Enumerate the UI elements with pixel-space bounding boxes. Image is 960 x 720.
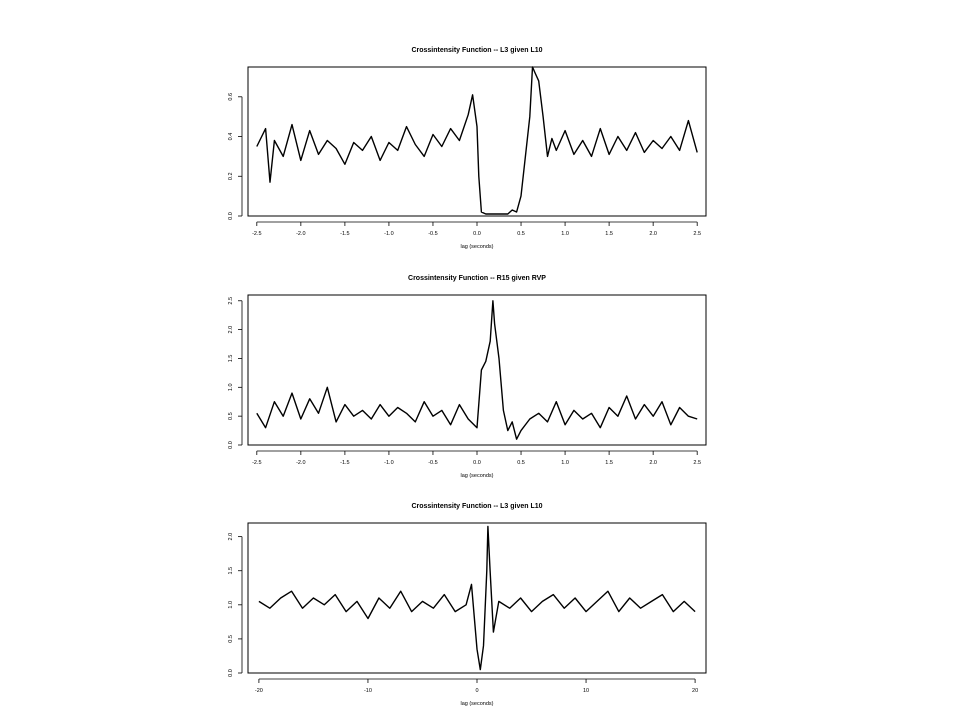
x-tick-label: 0.0 bbox=[473, 231, 481, 237]
x-tick-label: 2.5 bbox=[693, 460, 702, 466]
x-tick-label: 0 bbox=[475, 688, 479, 694]
y-axis-1 bbox=[228, 93, 242, 220]
x-tick-label: -1.0 bbox=[384, 231, 394, 237]
x-tick-label: 2.0 bbox=[649, 231, 657, 237]
x-tick-label: 2.0 bbox=[649, 460, 657, 466]
x-tick-label: -2.5 bbox=[252, 231, 262, 237]
y-tick-label: 0.0 bbox=[228, 441, 234, 449]
x-tick-label: -0.5 bbox=[428, 460, 438, 466]
chart-panel-3 bbox=[228, 503, 706, 707]
x-tick-label: 1.0 bbox=[561, 231, 569, 237]
x-tick-label: -10 bbox=[363, 688, 372, 694]
x-axis-3 bbox=[255, 679, 698, 694]
x-axis-label-3: lag (seconds) bbox=[460, 701, 494, 707]
x-tick-label: -1.5 bbox=[340, 231, 350, 237]
x-axis-1 bbox=[252, 222, 701, 237]
x-tick-label: 20 bbox=[692, 688, 699, 694]
x-tick-label: -1.0 bbox=[384, 460, 394, 466]
y-tick-label: 2.5 bbox=[228, 296, 234, 305]
x-axis-label-1: lag (seconds) bbox=[460, 244, 494, 250]
x-tick-label: 0.5 bbox=[517, 460, 525, 466]
x-tick-label: 0.0 bbox=[473, 460, 481, 466]
x-tick-label: 1.5 bbox=[605, 460, 613, 466]
x-tick-label: -2.0 bbox=[296, 231, 306, 237]
series-line-1 bbox=[257, 67, 697, 214]
y-tick-label: 0.6 bbox=[228, 92, 234, 101]
x-tick-label: 1.0 bbox=[561, 460, 569, 466]
y-tick-label: 1.5 bbox=[228, 354, 234, 363]
y-tick-label: 0.5 bbox=[228, 412, 234, 420]
y-tick-label: 0.0 bbox=[228, 212, 234, 220]
y-tick-label: 0.0 bbox=[228, 669, 234, 677]
chart-title-1: Crossintensity Function -- L3 given L10 bbox=[411, 47, 543, 54]
series-line-2 bbox=[257, 301, 697, 439]
x-tick-label: -1.5 bbox=[340, 460, 350, 466]
y-tick-label: 2.0 bbox=[228, 532, 234, 541]
y-tick-label: 0.4 bbox=[228, 132, 234, 141]
y-axis-2 bbox=[228, 297, 242, 449]
y-tick-label: 0.2 bbox=[228, 172, 234, 181]
chart-title-3: Crossintensity Function -- L3 given L10 bbox=[411, 503, 543, 510]
chart-panel-1 bbox=[228, 47, 706, 250]
chart-panel-2 bbox=[228, 275, 706, 479]
x-tick-label: -20 bbox=[254, 688, 263, 694]
x-tick-label: -2.0 bbox=[296, 460, 306, 466]
y-tick-label: 2.0 bbox=[228, 325, 234, 334]
x-axis-2 bbox=[252, 451, 701, 466]
y-tick-label: 0.5 bbox=[228, 635, 234, 643]
y-tick-label: 1.0 bbox=[228, 383, 234, 392]
series-line-3 bbox=[259, 526, 695, 669]
y-axis-3 bbox=[228, 533, 242, 677]
x-tick-label: 0.5 bbox=[517, 231, 525, 237]
y-tick-label: 1.0 bbox=[228, 600, 234, 609]
x-tick-label: -0.5 bbox=[428, 231, 438, 237]
y-tick-label: 1.5 bbox=[228, 566, 234, 575]
x-axis-label-2: lag (seconds) bbox=[460, 473, 494, 479]
x-tick-label: 1.5 bbox=[605, 231, 613, 237]
x-tick-label: 10 bbox=[582, 688, 590, 694]
chart-title-2: Crossintensity Function -- R15 given RVP bbox=[408, 275, 546, 282]
x-tick-label: -2.5 bbox=[252, 460, 262, 466]
x-tick-label: 2.5 bbox=[693, 231, 702, 237]
